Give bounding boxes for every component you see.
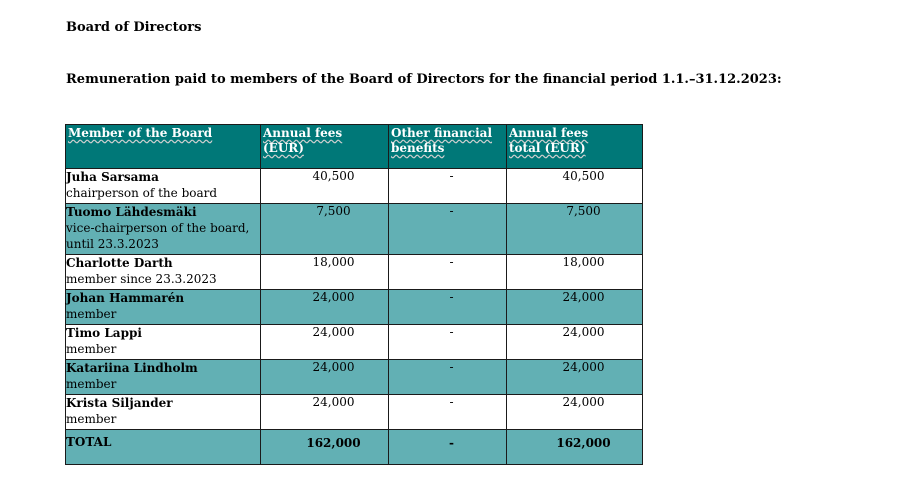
total-fee-cell: 18,000 <box>507 255 643 290</box>
annual-fee-cell: 24,000 <box>261 360 389 395</box>
member-role: member <box>66 307 117 321</box>
annual-fee-cell: 24,000 <box>261 395 389 430</box>
other-benefits-cell: - <box>389 290 507 325</box>
member-name: Johan Hammarén <box>66 291 185 305</box>
member-name: Krista Siljander <box>66 396 173 410</box>
header-member: Member of the Board <box>66 125 261 169</box>
annual-fee-cell: 24,000 <box>261 325 389 360</box>
total-row <box>66 430 643 465</box>
table-header-row <box>66 125 643 169</box>
member-cell <box>66 360 261 395</box>
total-fee-cell: 7,500 <box>507 204 643 255</box>
member-role: vice-chairperson of the board, until 23.3.2023 <box>66 221 250 251</box>
member-cell <box>66 290 261 325</box>
remuneration-table <box>65 124 643 465</box>
total-fee-cell: 24,000 <box>507 360 643 395</box>
member-cell <box>66 395 261 430</box>
total-fee-cell: 24,000 <box>507 395 643 430</box>
table-row <box>66 290 643 325</box>
page-title: Board of Directors <box>66 20 202 35</box>
annual-fee-cell: 40,500 <box>261 169 389 204</box>
member-name: Katariina Lindholm <box>66 361 198 375</box>
table-row <box>66 255 643 290</box>
total-label: TOTAL <box>66 435 112 449</box>
total-fee-cell: 24,000 <box>507 290 643 325</box>
annual-fee-cell: 7,500 <box>261 204 389 255</box>
header-other-benefits: Other financial benefits <box>389 125 507 169</box>
total-fee-cell: 24,000 <box>507 325 643 360</box>
member-role: member <box>66 377 117 391</box>
total-sum-cell: 162,000 <box>507 430 643 465</box>
table-row <box>66 395 643 430</box>
table-row <box>66 169 643 204</box>
total-annual-cell: 162,000 <box>261 430 389 465</box>
member-name: Timo Lappi <box>66 326 142 340</box>
member-role: chairperson of the board <box>66 186 218 200</box>
table-row <box>66 204 643 255</box>
member-cell <box>66 325 261 360</box>
total-label-cell <box>66 430 261 465</box>
annual-fee-cell: 24,000 <box>261 290 389 325</box>
member-name: Charlotte Darth <box>66 256 173 270</box>
member-role: member since 23.3.2023 <box>66 272 217 286</box>
annual-fee-cell: 18,000 <box>261 255 389 290</box>
section-subtitle: Remuneration paid to members of the Board of Directors for the financial period 1.1.–31.12.2023: <box>66 72 782 87</box>
member-cell <box>66 204 261 255</box>
other-benefits-cell: - <box>389 325 507 360</box>
other-benefits-cell: - <box>389 204 507 255</box>
header-annual-total: Annual fees total (EUR) <box>507 125 643 169</box>
table-row <box>66 360 643 395</box>
table-row <box>66 325 643 360</box>
total-fee-cell: 40,500 <box>507 169 643 204</box>
member-role: member <box>66 412 117 426</box>
member-cell <box>66 169 261 204</box>
header-annual-fees: Annual fees (EUR) <box>261 125 389 169</box>
member-name: Juha Sarsama <box>66 170 159 184</box>
other-benefits-cell: - <box>389 360 507 395</box>
member-name: Tuomo Lähdesmäki <box>66 205 197 219</box>
member-role: member <box>66 342 117 356</box>
other-benefits-cell: - <box>389 169 507 204</box>
other-benefits-cell: - <box>389 255 507 290</box>
other-benefits-cell: - <box>389 395 507 430</box>
member-cell <box>66 255 261 290</box>
total-other-cell: - <box>389 430 507 465</box>
